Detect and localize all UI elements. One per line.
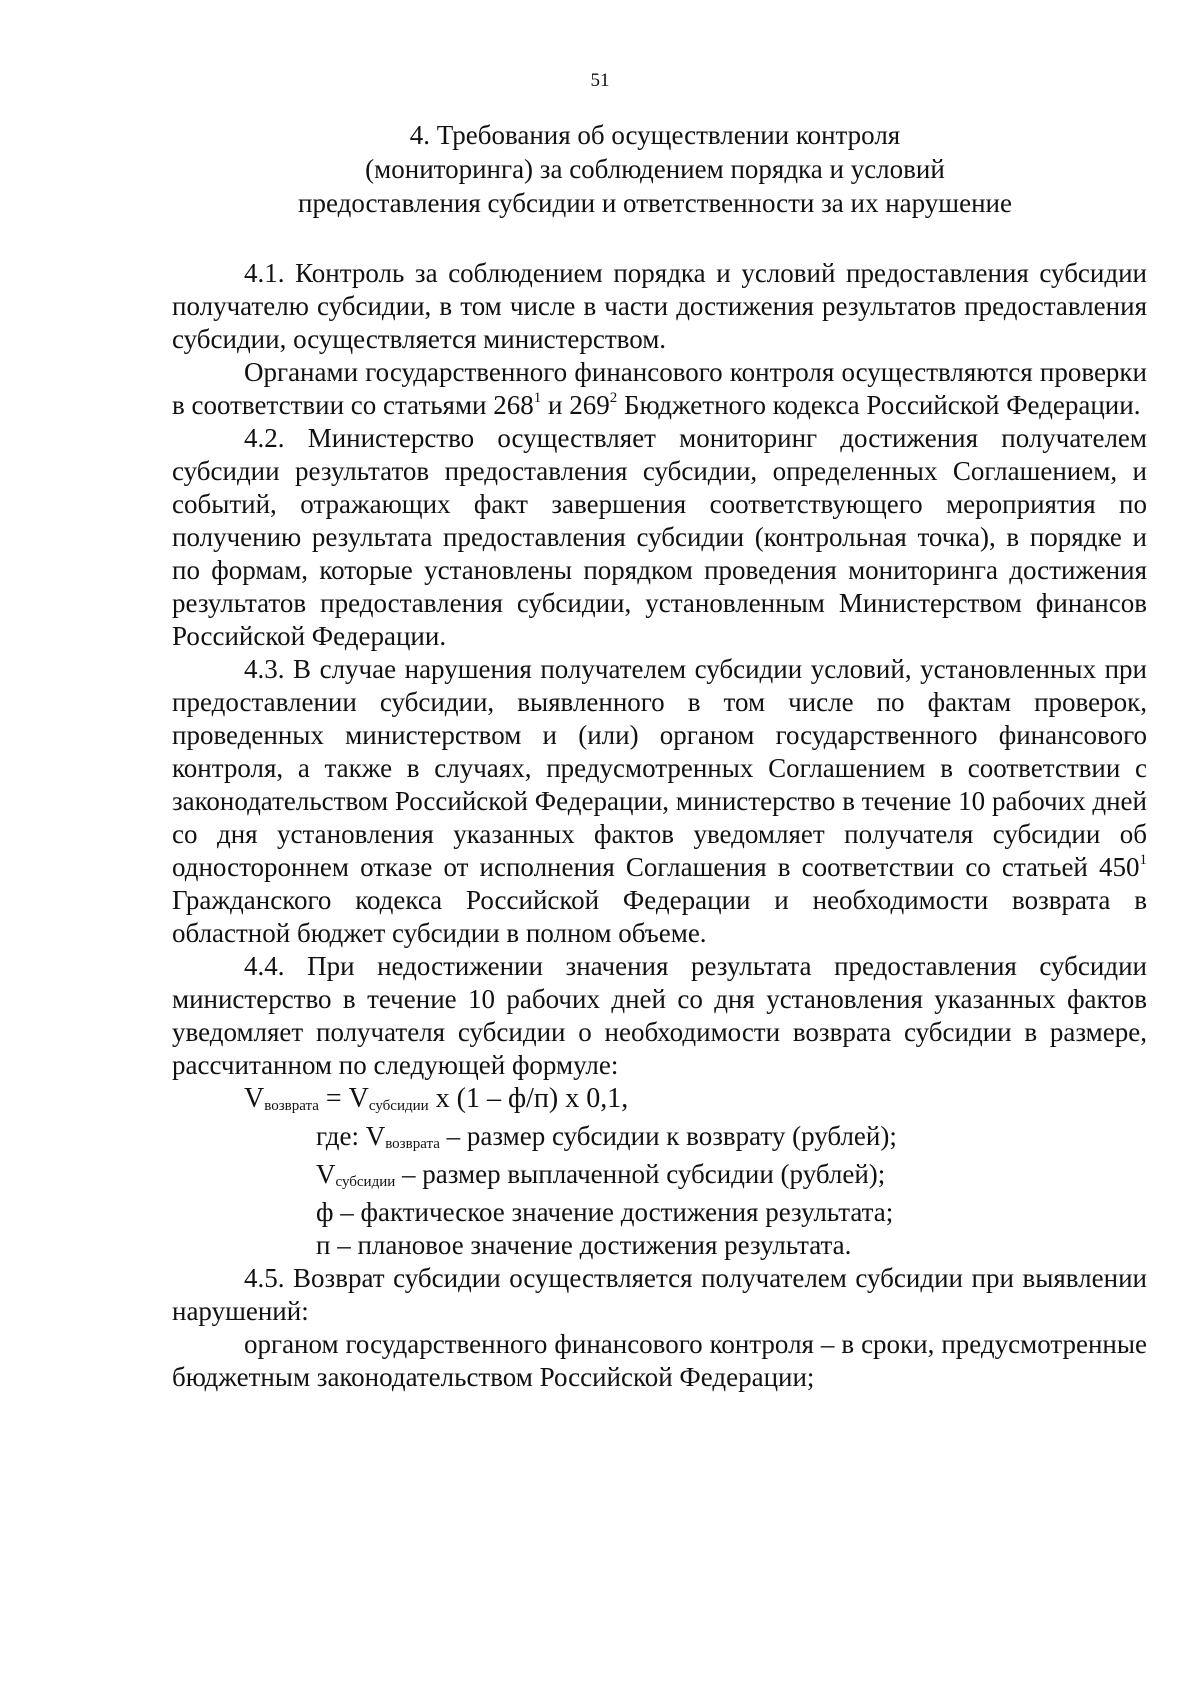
where-line-4: п – плановое значение достижения результата. bbox=[316, 1230, 852, 1260]
paragraph-control-organs bbox=[172, 356, 1147, 422]
subscript: субсидии bbox=[335, 1174, 396, 1190]
where-line-2 bbox=[172, 1158, 1147, 1196]
paragraph-4-3 bbox=[172, 653, 1147, 950]
superscript: 1 bbox=[1139, 852, 1147, 868]
section-heading bbox=[160, 118, 1150, 220]
subscript: возврата bbox=[385, 1136, 440, 1152]
text-span: – размер субсидии к возврату (рублей); bbox=[439, 1121, 897, 1151]
text-span: – размер выплаченной субсидии (рублей); bbox=[395, 1159, 886, 1189]
text-span: где: V bbox=[316, 1121, 386, 1151]
text-span: Бюджетного кодекса Российской Федерации. bbox=[617, 390, 1141, 420]
text-span: V bbox=[316, 1159, 336, 1189]
page-number: 51 bbox=[590, 70, 610, 91]
paragraph-4-4: 4.4. При недостижении значения результата предоставления субсидии министерство в течение 10 рабочих дней со дня установления указанных фактов уведомляет получателя субсидии о необходимости возврата субсидии в размере, рассчитанном по следующей формуле: bbox=[172, 951, 1147, 1080]
formula-v: V bbox=[244, 1083, 265, 1114]
text-span: 4.3. В случае нарушения получателем субсидии условий, установленных при предоставлении субсидии, выявленного в том числе по фактам проверок, проведенных министерством и (или) органом государственного финансового контроля, а также в случаях, предусмотренных Соглашением в соответствии с законодательством Российской Федерации, министерство в течение 10 рабочих дней со дня установления указанных фактов уведомляет получателя субсидии об одностороннем отказе от исполнения Соглашения в соответствии со статьей 450 bbox=[172, 654, 1147, 882]
where-line-1 bbox=[172, 1120, 1147, 1158]
return-formula bbox=[172, 1082, 1147, 1120]
paragraph-4-5: 4.5. Возврат субсидии осуществляется получателем субсидии при выявлении нарушений: bbox=[172, 1263, 1147, 1326]
heading-line-2: (мониторинга) за соблюдением порядка и условий bbox=[365, 154, 945, 184]
formula-equals: = V bbox=[318, 1083, 369, 1114]
document-body bbox=[172, 257, 1147, 1394]
heading-line-1: 4. Требования об осуществлении контроля bbox=[409, 120, 901, 150]
text-span: Органами государственного финансового контроля осуществляются проверки в соответствии со статьями 268 bbox=[172, 357, 1147, 420]
paragraph-4-2: 4.2. Министерство осуществляет мониторинг достижения получателем субсидии результатов предоставления субсидии, определенных Соглашением, и событий, отражающих факт завершения соответствующего мероприятия по получению результата предоставления субсидии (контрольная точка), в порядке и по формам, которые установлены порядком проведения мониторинга достижения результатов предоставления субсидии, установленным Министерством финансов Российской Федерации. bbox=[172, 423, 1147, 651]
where-line-3: ф – фактическое значение достижения результата; bbox=[316, 1197, 894, 1227]
formula-rest: x (1 – ф/п) x 0,1, bbox=[428, 1083, 629, 1114]
text-span: и 269 bbox=[541, 390, 610, 420]
superscript: 2 bbox=[609, 390, 618, 406]
text-span: Гражданского кодекса Российской Федерации и необходимости возврата в областной бюджет субсидии в полном объеме. bbox=[172, 885, 1147, 948]
paragraph-4-1: 4.1. Контроль за соблюдением порядка и условий предоставления субсидии получателю субсидии, в том числе в части достижения результатов предоставления субсидии, осуществляется министерством. bbox=[172, 258, 1147, 354]
superscript: 1 bbox=[533, 390, 542, 406]
paragraph-financial-control: органом государственного финансового контроля – в сроки, предусмотренные бюджетным законодательством Российской Федерации; bbox=[172, 1329, 1147, 1392]
formula-subscript: субсидии bbox=[368, 1098, 429, 1114]
formula-subscript: возврата bbox=[264, 1098, 319, 1114]
heading-line-3: предоставления субсидии и ответственности за их нарушение bbox=[298, 188, 1012, 218]
